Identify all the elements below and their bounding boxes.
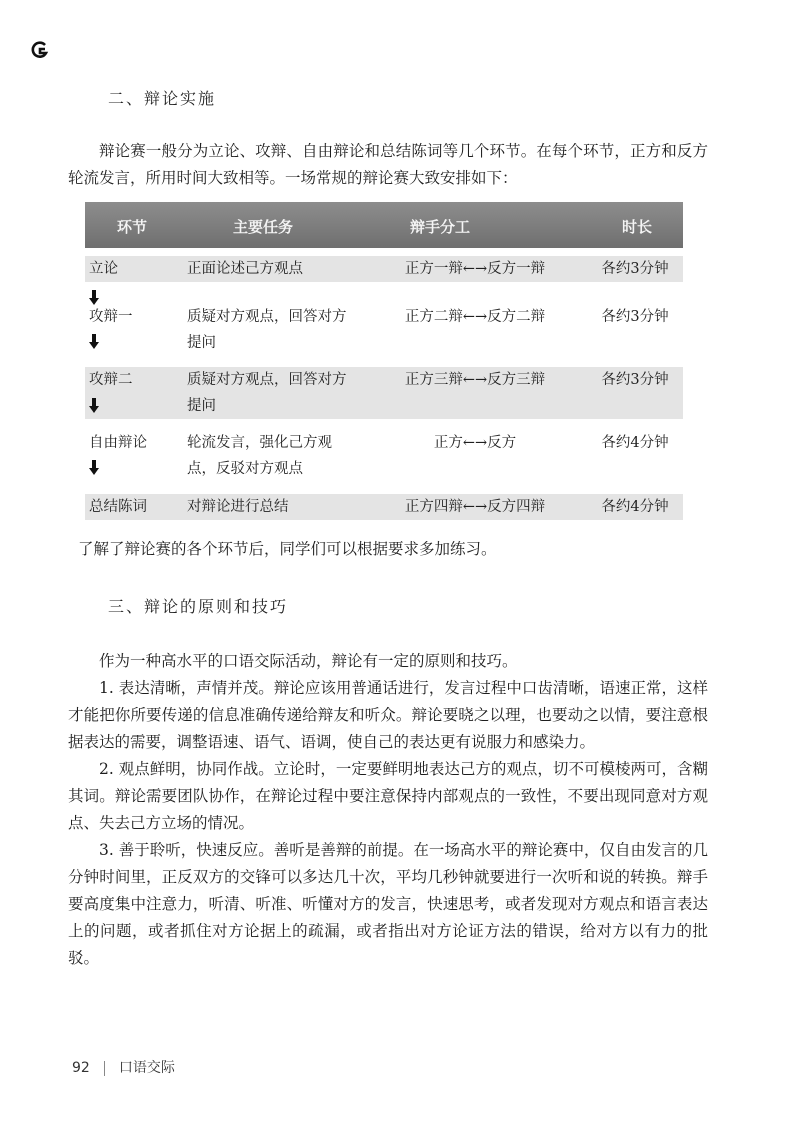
header-roles: 辩手分工 [410, 218, 471, 236]
time-cell: 各约4分钟 [601, 499, 669, 515]
roles-cell: 正方一辩←→反方一辩 [404, 261, 546, 277]
header-stage: 环节 [117, 218, 148, 236]
task-cell: 质疑对方观点，回答对方提问 [187, 309, 347, 351]
flow-arrow-icon [89, 342, 99, 349]
stage-cell: 自由辩论 [89, 435, 147, 451]
corner-logo-icon [30, 40, 50, 60]
time-cell: 各约3分钟 [601, 372, 669, 388]
task-cell: 对辩论进行总结 [187, 499, 289, 515]
table-row [85, 256, 683, 282]
table-header [85, 202, 683, 248]
table-row [85, 367, 683, 419]
stage-cell: 总结陈词 [89, 499, 147, 515]
task-cell: 质疑对方观点，回答对方提问 [187, 372, 347, 414]
table-row [85, 304, 683, 356]
roles-cell: 正方←→反方 [433, 435, 517, 451]
principle-2: 2. 观点鲜明，协同作战。立论时，一定要鲜明地表达己方的观点，切不可模棱两可，含糊其词。辩论需要团队协作，在辩论过程中要注意保持内部观点的一致性，不要出现同意对方观点、失去己方立场的情况。 [68, 760, 708, 832]
book-title: 口语交际 [118, 1060, 175, 1076]
flow-arrow-icon [89, 406, 99, 413]
time-cell: 各约3分钟 [601, 309, 669, 325]
page-number: 92 [72, 1060, 90, 1076]
section-heading-implementation: 二、辩论实施 [108, 89, 217, 108]
section-heading-principles: 三、辩论的原则和技巧 [108, 597, 289, 616]
principle-1: 1. 表达清晰，声情并茂。辩论应该用普通话进行，发言过程中口齿清晰，语速正常，这样才能把你所要传递的信息准确传递给辩友和听众。辩论要晓之以理，也要动之以情，要注意根据表达的需要，调整语速、语气、语调，使自己的表达更有说服力和感染力。 [68, 679, 708, 751]
principles-intro: 作为一种高水平的口语交际活动，辩论有一定的原则和技巧。 [99, 652, 518, 670]
principle-3: 3. 善于聆听，快速反应。善听是善辩的前提。在一场高水平的辩论赛中，仅自由发言的几分钟时间里，正反双方的交锋可以多达几十次，平均几秒钟就要进行一次听和说的转换。辩手要高度集中注意力，听清、听准、听懂对方的发言，快速思考，或者发现对方观点和语言表达上的问题，或者抓住对方论据上的疏漏，或者指出对方论证方法的错误，给对方以有力的批驳。 [68, 841, 708, 967]
intro-text: 辩论赛一般分为立论、攻辩、自由辩论和总结陈词等几个环节。在每个环节，正方和反方轮流发言，所用时间大致相等。一场常规的辩论赛大致安排如下： [68, 142, 708, 187]
roles-cell: 正方四辩←→反方四辩 [404, 499, 546, 515]
header-task: 主要任务 [233, 218, 294, 236]
intro-paragraph [68, 138, 708, 192]
principles-body [68, 648, 708, 972]
roles-cell: 正方三辩←→反方三辩 [404, 372, 546, 388]
after-table-text: 了解了辩论赛的各个环节后，同学们可以根据要求多加练习。 [78, 540, 497, 558]
table-row [85, 494, 683, 520]
roles-cell: 正方二辩←→反方二辩 [404, 309, 546, 325]
time-cell: 各约3分钟 [601, 261, 669, 277]
table-row [85, 430, 683, 482]
footer-divider [104, 1061, 105, 1076]
task-cell: 正面论述己方观点 [187, 261, 303, 277]
stage-cell: 攻辩二 [89, 372, 133, 388]
header-time: 时长 [622, 218, 653, 236]
stage-cell: 立论 [89, 261, 118, 277]
stage-cell: 攻辩一 [89, 309, 133, 325]
task-cell: 轮流发言，强化己方观点，反驳对方观点 [187, 435, 332, 477]
flow-arrow-icon [89, 468, 99, 475]
after-table-paragraph [78, 536, 718, 563]
time-cell: 各约4分钟 [601, 435, 669, 451]
page-footer [72, 1057, 175, 1077]
debate-flow-table [85, 202, 683, 522]
